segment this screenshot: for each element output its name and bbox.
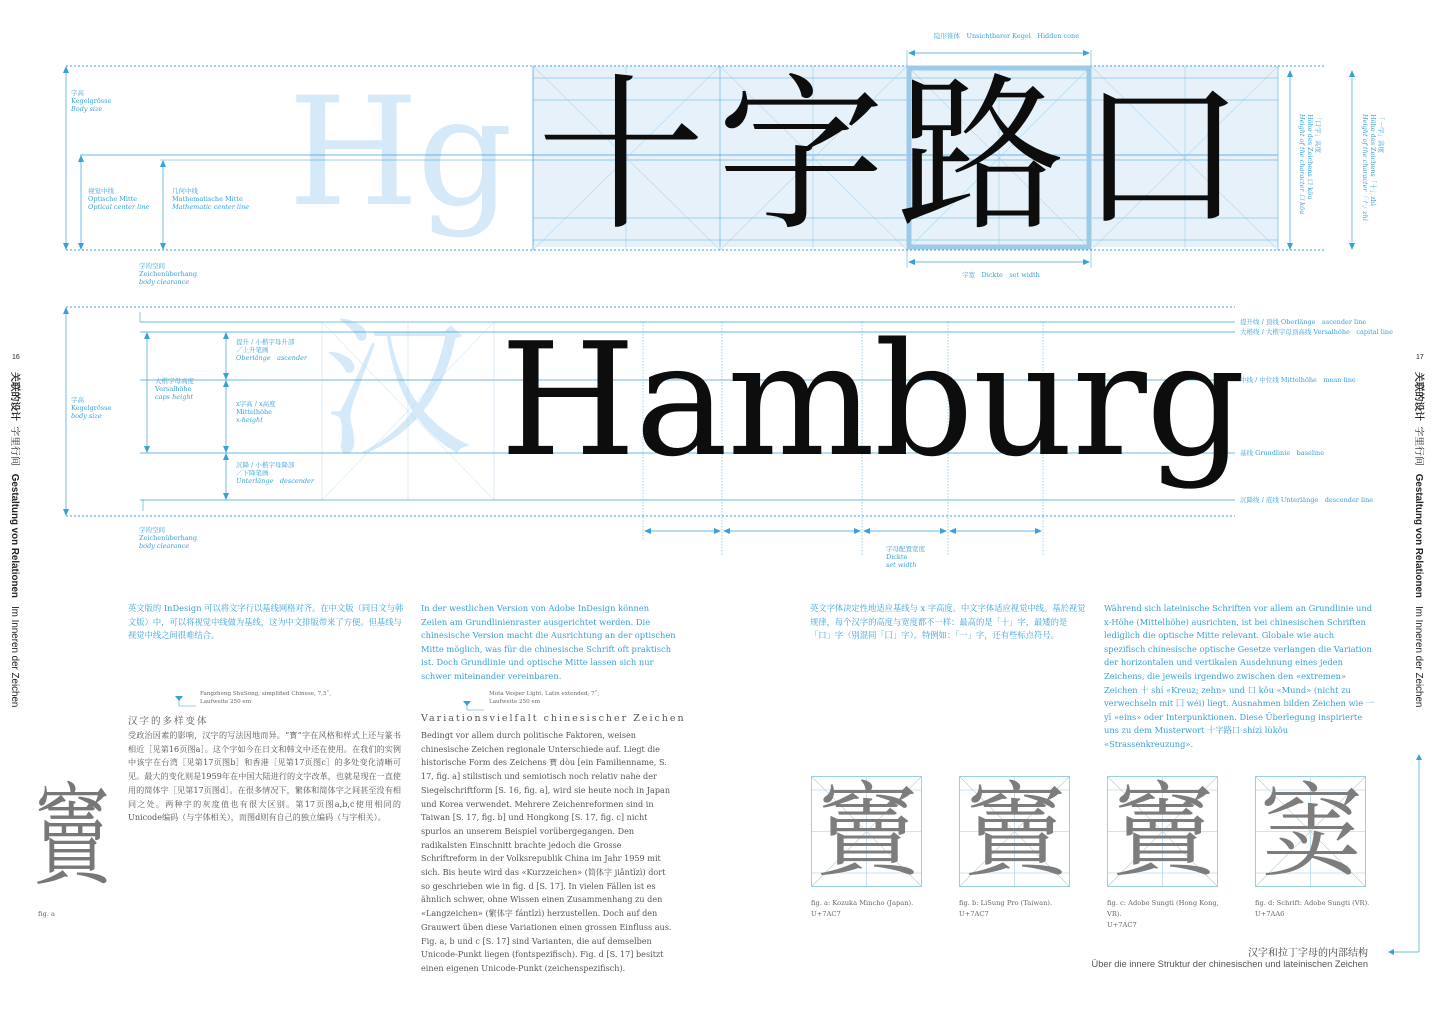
label-baseline: 基线 Grundlinie baseline bbox=[1240, 449, 1325, 457]
right-running-head: 关联的设计 字里行间 Gestaltung von Relationen Im Inneren der Zeichen bbox=[1413, 372, 1424, 708]
glyph-figure-a bbox=[811, 773, 922, 892]
label-hidden-cone: 隐形锥体 Unsichtbarer Kegel Hidden cone bbox=[934, 32, 1080, 40]
label-descender-line: 沉降线 / 底线 Unterlänge descender line bbox=[1240, 496, 1374, 504]
glyph-figure-d bbox=[1255, 773, 1366, 892]
intro-paragraph-de-left: In der westlichen Version von Adobe InDesign können Zeilen am Grundlinienraster ausgerichtet werden. Die chinesische Version macht die Ausrichtung an der optischen Mitte möglich, was für die chinesische Schrift oft praktisch ist. Doch Grundlinie und optische Mitte lassen sich nur schwer miteinander vereinbaren. bbox=[421, 603, 676, 681]
left-running-head: 关联的设计 字里行间 Gestaltung von Relationen Im Inneren der Zeichen bbox=[9, 372, 20, 708]
label-caps-height: 大楷字母高度 Versalhöhe caps height bbox=[155, 377, 194, 402]
glyph-char-d: 窦 bbox=[1260, 773, 1363, 892]
label-math-center: 几何中线 Mathematische Mitte Mathematic center line bbox=[172, 187, 250, 212]
label-clearance-bottom: 字的空间 Zeichenüberhang body clearance bbox=[139, 526, 198, 551]
section-heading-de: Variationsvielfalt chinesischer Zeichen bbox=[421, 713, 686, 724]
figure-caption-c: fig. c: Adobe Sungti (Hong Kong, VR). U+7AC7 bbox=[1107, 899, 1219, 929]
label-body-size-top: 字高 Kegelgrösse Body size bbox=[71, 89, 112, 114]
footer-title-de: Über die innere Struktur der chinesischen und lateinischen Zeichen bbox=[1091, 959, 1368, 969]
seal-script-glyph: 竇 bbox=[34, 771, 110, 901]
label-descender: 沉降 / 小楷字母降部 ／下降笔画 Unterlänge descender bbox=[236, 461, 315, 486]
figure-caption-b: fig. b: LiSung Pro (Taiwan). U+7AC7 bbox=[959, 899, 1053, 918]
label-ascender-line: 提升线 / 顶线 Oberlänge ascender line bbox=[1240, 318, 1367, 326]
hg-ghost-glyphs: Hg bbox=[288, 66, 511, 240]
font-note-de: Mota Vesper Light, Latin extended, 7˚, Laufweite 250 em bbox=[489, 691, 600, 705]
han-ghost-glyph: 汉 bbox=[322, 304, 473, 478]
section-heading-cn: 汉字的多样变体 bbox=[128, 716, 209, 727]
body-text-de: Bedingt vor allem durch politische Faktoren, weisen chinesische Zeichen regionale Unterschiede auf. Liegt die historische Form des Zeichens 寶 dòu [ein Familienname, S. 17, fig. a] stilistisch und semiotisch noch relativ nahe der Siegelschriftform [S. 16, fig. a], wird sie heute noch in Japan und Korea verwendet. Mehrere Zeichenreformen sind in Taiwan [S. 17, fig. b] und Hongkong [S. 17, fig. c] nicht spurlos an unserem Beispiel vorübergegangen. Den radikalsten Einschnitt brachte jedoch die Grosse Schriftreform in der Volksrepublik China im Jahr 1959 mit sich. Bis heute wird das «Kurzzeichen» (简体字 jiǎntǐzì) dort so geschrieben wie in fig. d [S. 17]. In vielen Fällen ist es ähnlich schwer, ohne Wissen einen Zusammenhang zu den «Langzeichen» (繁体字 fántǐzì) herzustellen. Doch auf den Grauwert üben diese Variationen einen grossen Einfluss aus. Fig. a, b und c [S. 17] sind Varianten, die auf demselben Unicode-Punkt liegen (fontspezifisch). Fig. d [S. 17] besitzt einen eigenen Unicode-Punkt (zeichenspezifisch). bbox=[421, 730, 672, 973]
label-capital-line: 大楷线 / 大楷字母顶高线 Versalhöhe capital line bbox=[1240, 328, 1393, 336]
label-height-char-kou: 「口字」高度 Höhe des Zeichens 口 kōu Height of the character 口 kōu bbox=[1297, 114, 1322, 215]
label-clearance-top: 字的空间 Zeichenüberhang body clearance bbox=[139, 262, 198, 287]
label-body-size-bottom: 字高 Kegelgrösse body size bbox=[71, 396, 112, 421]
glyph-char-c: 竇 bbox=[1112, 773, 1215, 892]
cross-chars-title: 十字路口 bbox=[537, 58, 1257, 254]
font-note-cn: Fangzheng ShuSong, simplified Chinese, 7,5˚, Laufweite 250 em bbox=[200, 691, 332, 705]
label-set-width: 字母配置宽度 Dickte set width bbox=[886, 545, 925, 570]
glyph-char-a: 竇 bbox=[816, 773, 919, 892]
left-page-number: 16 bbox=[12, 354, 20, 361]
label-optical-center: 视觉中线 Optische Mitte Optical center line bbox=[88, 187, 150, 212]
glyph-figure-c bbox=[1107, 773, 1218, 892]
label-x-height: x字高 / x高度 Mittelhöhe x-height bbox=[236, 400, 276, 425]
glyph-figure-b bbox=[959, 773, 1070, 892]
hamburg-title: Hamburg bbox=[500, 309, 1245, 491]
intro-paragraph-de-right: Während sich lateinische Schriften vor allem an Grundlinie und x-Höhe (Mittelhöhe) ausrichten, ist bei chinesischen Schriften lediglich die optische Mitte relevant. Globale wie auch spezifisch chinesische optische Gesetze verlangen die Variation der horizontalen und vertikalen Ausdehnung eines jeden Zeichens, die jeweils irgendwo zwischen den «extremen» Zeichen 十 shí «Kreuz; zehn» und 口 kǒu «Mund» (nicht zu verwechseln mit 囗 wéi) liegt. Ausnahmen bilden Zeichen wie 一 yī «eins» oder Interpunktionen. Diese Überlegung inspirierte uns zu dem Musterwort 十字路口 shízì lùkǒu «Strassenkreuzung». bbox=[1104, 603, 1375, 749]
seal-caption: fig. a bbox=[38, 910, 55, 918]
footer-title-cn: 汉字和拉丁字母的内部结构 bbox=[1248, 948, 1368, 959]
label-ascender: 提升 / 小楷字母升部 ／上升笔画 Oberlänge ascender bbox=[236, 338, 308, 363]
body-text-cn: 受政治因素的影响，汉字的写法因地而异。“寳”字在风格和样式上还与篆书相近［见第16页图a］。这个字如今在日文和韩文中还在使用。在我们的实例中该字在台湾［见第17页图b］和香港［见第17页图c］的多处变化清晰可见。最大的变化则是1959年在中国大陆进行的文字改革，也就是现在一直使用的简体字［见第17页图d］。在很多情况下，繁体和简体字之间甚至没有相同之处。两种字的灰度值也有很大区别。第17页图a,b,c使用相同的Unicode编码（与字体相关），而图d则有自己的独立编码（与字相关）。 bbox=[128, 730, 401, 823]
figure-caption-d: fig. d: Schrift: Adobe Sungti (VR). U+7AA6 bbox=[1255, 899, 1370, 918]
intro-paragraph-cn-right: 英文字体决定性地适应基线与 x 字高度。中文字体适应视觉中线。基於视觉规律，每个汉字的高度与宽度都不一样：最高的是「十」字，最矮的是「口」字（别混同「囗」字）。特例如：「一」字，还有些标点符号。 bbox=[810, 603, 1086, 641]
figure-caption-a: fig. a: Kozuka Mincho (Japan). U+7AC7 bbox=[811, 899, 914, 918]
label-char-width: 字宽 Dickte set width bbox=[962, 271, 1040, 279]
label-height-char-shi: 「一字」高度 Höhe des Zeichens「十」zhì Height of the character「十」zhì bbox=[1360, 114, 1385, 221]
label-mean-line: 中线 / 中位线 Mittelhöhe mean line bbox=[1240, 376, 1356, 384]
glyph-char-b: 竇 bbox=[964, 773, 1067, 892]
right-page-number: 17 bbox=[1416, 354, 1424, 361]
intro-paragraph-cn-left: 英文版的 InDesign 可以将文字行以基线网格对齐。在中文版（同日文与韩文版）中，可以将视觉中线做为基线，这为中文排版带来了方便。但基线与视觉中线之间很难结合。 bbox=[128, 603, 404, 641]
